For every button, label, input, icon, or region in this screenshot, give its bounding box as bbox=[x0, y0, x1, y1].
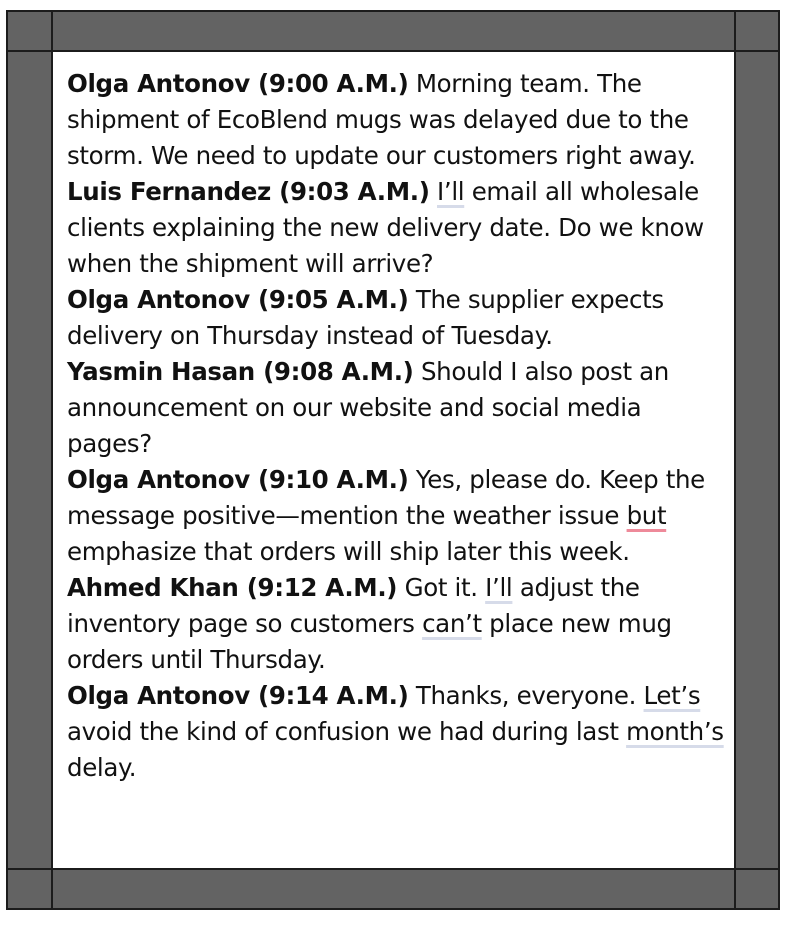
message-text: Thanks, everyone. bbox=[415, 681, 637, 710]
grammar-flagged-word[interactable]: but bbox=[626, 501, 667, 530]
right-border-line bbox=[734, 12, 736, 908]
message-speaker: Olga Antonov (9:00 A.M.) bbox=[67, 69, 409, 98]
message-speaker: Olga Antonov (9:05 A.M.) bbox=[67, 285, 409, 314]
chat-transcript bbox=[67, 66, 724, 786]
spellcheck-flagged-word[interactable]: can’t bbox=[422, 609, 482, 638]
spellcheck-flagged-word[interactable]: I’ll bbox=[437, 177, 465, 206]
message-text: Yes, please do. Keep the message positive—mention the weather issue bbox=[67, 465, 705, 530]
message-text: delay. bbox=[67, 753, 137, 782]
message-2 bbox=[67, 174, 724, 282]
message-6 bbox=[67, 570, 724, 678]
message-text: adjust the inventory page so customers bbox=[67, 573, 640, 638]
message-speaker: Ahmed Khan (9:12 A.M.) bbox=[67, 573, 398, 602]
message-text: The supplier expects delivery on Thursday instead of Tuesday. bbox=[67, 285, 664, 350]
message-1 bbox=[67, 66, 724, 174]
bottom-border-line bbox=[8, 868, 778, 870]
message-text: Got it. bbox=[404, 573, 478, 602]
message-text: email all wholesale clients explaining the new delivery date. Do we know when the shipment will arrive? bbox=[67, 177, 704, 278]
message-speaker: Olga Antonov (9:14 A.M.) bbox=[67, 681, 409, 710]
document-page bbox=[53, 52, 734, 868]
message-4 bbox=[67, 354, 724, 462]
spellcheck-flagged-word[interactable]: Let’s bbox=[643, 681, 701, 710]
message-5 bbox=[67, 462, 724, 570]
message-text: emphasize that orders will ship later this week. bbox=[67, 537, 630, 566]
message-text: Morning team. The shipment of EcoBlend mugs was delayed due to the storm. We need to update our customers right away. bbox=[67, 69, 696, 170]
message-text: avoid the kind of confusion we had during last bbox=[67, 717, 619, 746]
message-text: Should I also post an announcement on our website and social media pages? bbox=[67, 357, 669, 458]
message-7 bbox=[67, 678, 724, 786]
page-frame bbox=[6, 10, 780, 910]
message-3 bbox=[67, 282, 724, 354]
spellcheck-flagged-word[interactable]: I’ll bbox=[485, 573, 513, 602]
message-speaker: Yasmin Hasan (9:08 A.M.) bbox=[67, 357, 414, 386]
message-speaker: Luis Fernandez (9:03 A.M.) bbox=[67, 177, 430, 206]
message-text: place new mug orders until Thursday. bbox=[67, 609, 672, 674]
spellcheck-flagged-word[interactable]: month’s bbox=[626, 717, 724, 746]
message-speaker: Olga Antonov (9:10 A.M.) bbox=[67, 465, 409, 494]
